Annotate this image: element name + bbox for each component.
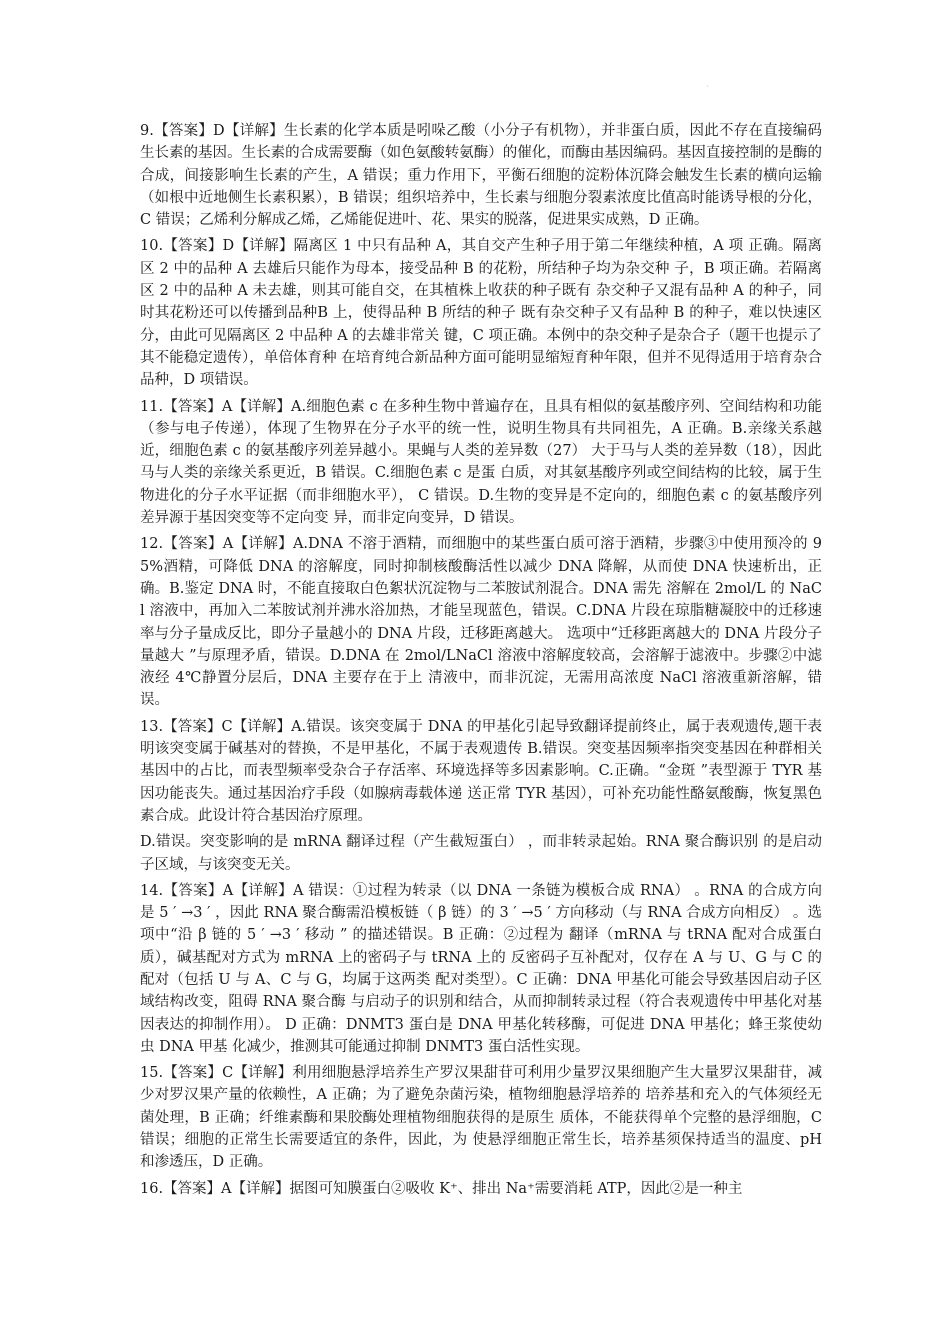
answer-16: 16.【答案】A【详解】据图可知膜蛋白②吸收 K⁺、排出 Na⁺需要消耗 ATP，因此②是一种主 [140, 1180, 743, 1197]
answer-13-d: D.错误。突变影响的是 mRNA 翻译过程（产生截短蛋白） ，而非转录起始。RNA 聚合酶识别 的是启动子区域，与该突变无关。 [140, 834, 822, 873]
answer-13: 13.【答案】C【详解】A.错误。该突变属于 DNA 的甲基化引起导致翻译提前终止，属于表观遗传,题干表明该突变属于碱基对的替换，不是甲基化，不属于表观遗传 B.错误。突变基因频率指突变基因在种群相关基因中的占比，而表型频率受杂合子存活率、环境选择等多因素影响。C.正确。“金斑 ”表型源于 TYR 基因功能丧失。通过基因治疗手段（如腺病毒载体递 送正常 TYR 基因），可补充功能性酪氨酸酶，恢复黑色素合成。此设计符合基因治疗原理。 [140, 718, 822, 824]
answer-12: 12.【答案】A【详解】A.DNA 不溶于酒精，而细胞中的某些蛋白质可溶于酒精，步骤③中使用预冷的 95%酒精，可降低 DNA 的溶解度，同时抑制核酸酶活性以减少 DNA 降解，从而使 DNA 快速析出，正确。B.鉴定 DNA 时，不能直接取白色絮状沉淀物与二苯胺试剂混合。DNA 需先 溶解在 2mol/L 的 NaCl 溶液中，再加入二苯胺试剂并沸水浴加热，才能呈现蓝色，错误。C.DNA 片段在琼脂糖凝胶中的迁移速率与分子量成反比，即分子量越小的 DNA 片段，迁移距离越大。 选项中“迁移距离越大的 DNA 片段分子量越大 ”与原理矛盾，错误。D.DNA 在 2mol/LNaCl 溶液中溶解度较高，会溶解于滤液中。步骤②中滤液经 4℃静置分层后，DNA 主要存在于上 清液中，而非沉淀，无需用高浓度 NaCl 溶液重新溶解，错误。 [140, 536, 822, 709]
answer-10: 10.【答案】D【详解】隔离区 1 中只有品种 A，其自交产生种子用于第二年继续种植，A 项 正确。隔离区 2 中的品种 A 去雄后只能作为母本，接受品种 B 的花粉，所结种子均为杂交种 子，B 项正确。若隔离区 2 中的品种 A 未去雄，则其可能自交，在其植株上收获的种子既有 杂交种子又混有品种 A 的种子，同时其花粉还可以传播到品种B 上，使得品种 B 所结的种子 既有杂交种子又有品种 B 的种子，难以快速区分，由此可见隔离区 2 中品种 A 的去雄非常关 键，C 项正确。本例中的杂交种子是杂合子（题干也提示了其不能稳定遗传），单倍体育种 在培育纯合新品种方面可能明显缩短育种年限，但并不见得适用于培育杂合品种，D 项错误。 [140, 238, 822, 389]
answer-11: 11.【答案】A【详解】A.细胞色素 c 在多种生物中普遍存在，且具有相似的氨基酸序列、空间结构和功能（参与电子传递），体现了生物界在分子水平的统一性，说明生物具有共同祖先，A 正确。B.亲缘关系越近，细胞色素 c 的氨基酸序列差异越小。果蝇与人类的差异数（27） 大于马与人类的差异数（18），因此马与人类的亲缘关系更近，B 错误。C.细胞色素 c 是蛋 白质，对其氨基酸序列或空间结构的比较，属于生物进化的分子水平证据（而非细胞水平）， C 错误。D.生物的变异是不定向的，细胞色素 c 的氨基酸序列差异源于基因突变等不定向变 异，而非定向变异，D 错误。 [140, 398, 822, 527]
corner-mark: 、 [706, 79, 714, 88]
answer-9: 9.【答案】D【详解】生长素的化学本质是吲哚乙酸（小分子有机物），并非蛋白质，因此不存在直接编码生长素的基因。生长素的合成需要酶（如色氨酸转氨酶）的催化，而酶由基因编码。基因直接控制的是酶的合成，间接影响生长素的产生，A 错误；重力作用下，平衡石细胞的淀粉体沉降会触发生长素的横向运输（如根中近地侧生长素积累），B 错误；组织培养中，生长素与细胞分裂素浓度比值高时能诱导根的分化，C 错误；乙烯利分解成乙烯，乙烯能促进叶、花、果实的脱落，促进果实成熟，D 正确。 [140, 123, 822, 229]
answer-15: 15.【答案】C【详解】利用细胞悬浮培养生产罗汉果甜苷可利用少量罗汉果细胞产生大量罗汉果甜苷，减少对罗汉果产量的依赖性，A 正确；为了避免杂菌污染，植物细胞悬浮培养的 培养基和充入的气体须经无菌处理，B 正确；纤维素酶和果胶酶处理植物细胞获得的是原生 质体，不能获得单个完整的悬浮细胞，C 错误；细胞的正常生长需要适宜的条件，因此，为 使悬浮细胞正常生长，培养基须保持适当的温度、pH 和渗透压，D 正确。 [140, 1065, 822, 1171]
answer-explanations [140, 120, 822, 1204]
answer-14: 14.【答案】A【详解】A 错误：①过程为转录（以 DNA 一条链为模板合成 RNA） 。RNA 的合成方向是 5 ′ →3 ′ ，因此 RNA 聚合酶需沿模板链（ β 链）的 3 ′ →5 ′ 方向移动（与 RNA 合成方向相反） 。选项中“沿 β 链的 5 ′ →3 ′ 移动 ” 的描述错误。B 正确：②过程为 翻译（mRNA 与 tRNA 配对合成蛋白质），碱基配对方式为 mRNA 上的密码子与 tRNA 上的 反密码子互补配对，仅存在 A 与 U、G 与 C 的配对（包括 U 与 A、C 与 G，均属于这两类 配对类型）。C 正确：DNA 甲基化可能会导致基因启动子区域结构改变，阻碍 RNA 聚合酶 与启动子的识别和结合，从而抑制转录过程（符合表观遗传中甲基化对基因表达的抑制作用）。 D 正确：DNMT3 蛋白是 DNA 甲基化转移酶，可促进 DNA 甲基化；蜂王浆使幼虫 DNA 甲基 化减少，推测其可能通过抑制 DNMT3 蛋白活性实现。 [140, 882, 822, 1055]
